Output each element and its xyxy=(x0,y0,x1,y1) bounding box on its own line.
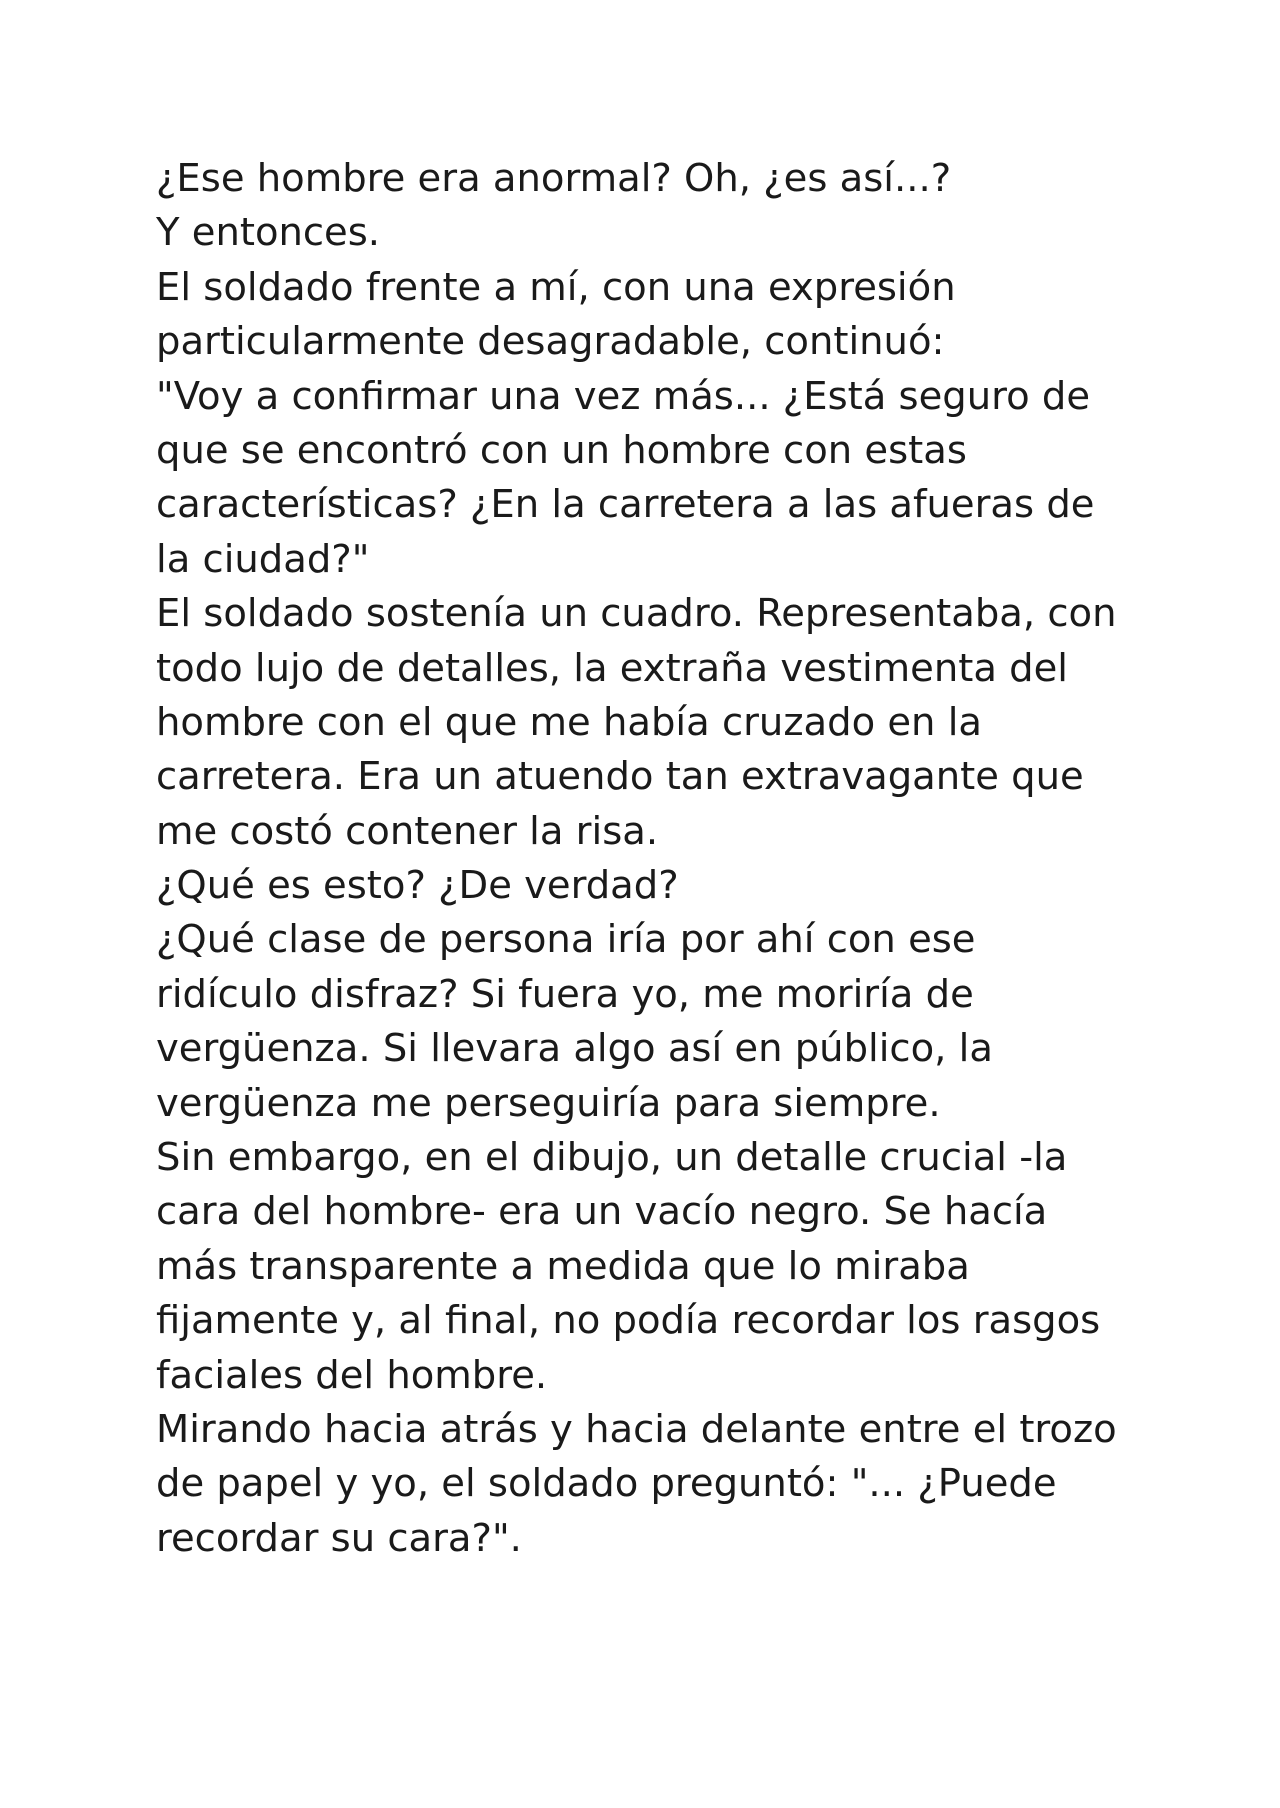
text-line: "Voy a confirmar una vez más... ¿Está seguro de xyxy=(156,373,1091,419)
text-line: ¿Qué clase de persona iría por ahí con ese xyxy=(156,917,976,963)
text-line: vergüenza. Si llevara algo así en público, la xyxy=(156,1026,993,1072)
text-line: Y entonces. xyxy=(156,210,381,256)
text-line: carretera. Era un atuendo tan extravagante que xyxy=(156,754,1084,800)
text-line: la ciudad?" xyxy=(156,536,370,582)
text-line: más transparente a medida que lo miraba xyxy=(156,1243,970,1289)
text-line: ¿Ese hombre era anormal? Oh, ¿es así...? xyxy=(156,156,952,201)
text-line: que se encontró con un hombre con estas xyxy=(156,427,967,473)
body-text xyxy=(156,152,1166,1566)
text-line: hombre con el que me había cruzado en la xyxy=(156,699,982,745)
text-line: particularmente desagradable, continuó: xyxy=(156,319,945,365)
text-line: faciales del hombre. xyxy=(156,1352,548,1398)
text-line: Sin embargo, en el dibujo, un detalle crucial -la xyxy=(156,1135,1068,1181)
text-line: de papel y yo, el soldado preguntó: "... ¿Puede xyxy=(156,1461,1057,1507)
text-line: ¿Qué es esto? ¿De verdad? xyxy=(156,863,679,909)
text-line: cara del hombre- era un vacío negro. Se hacía xyxy=(156,1189,1048,1235)
text-line: Mirando hacia atrás y hacia delante entre el trozo xyxy=(156,1406,1117,1452)
text-line: ridículo disfraz? Si fuera yo, me moriría de xyxy=(156,971,974,1017)
text-line: El soldado sostenía un cuadro. Representaba, con xyxy=(156,591,1117,637)
text-line: características? ¿En la carretera a las afueras de xyxy=(156,482,1095,528)
text-line: todo lujo de detalles, la extraña vestimenta del xyxy=(156,645,1068,691)
text-line: El soldado frente a mí, con una expresión xyxy=(156,264,956,310)
text-line: me costó contener la risa. xyxy=(156,808,659,854)
text-line: recordar su cara?". xyxy=(156,1515,522,1561)
text-line: fijamente y, al final, no podía recordar los rasgos xyxy=(156,1298,1101,1344)
text-line: vergüenza me perseguiría para siempre. xyxy=(156,1080,941,1126)
